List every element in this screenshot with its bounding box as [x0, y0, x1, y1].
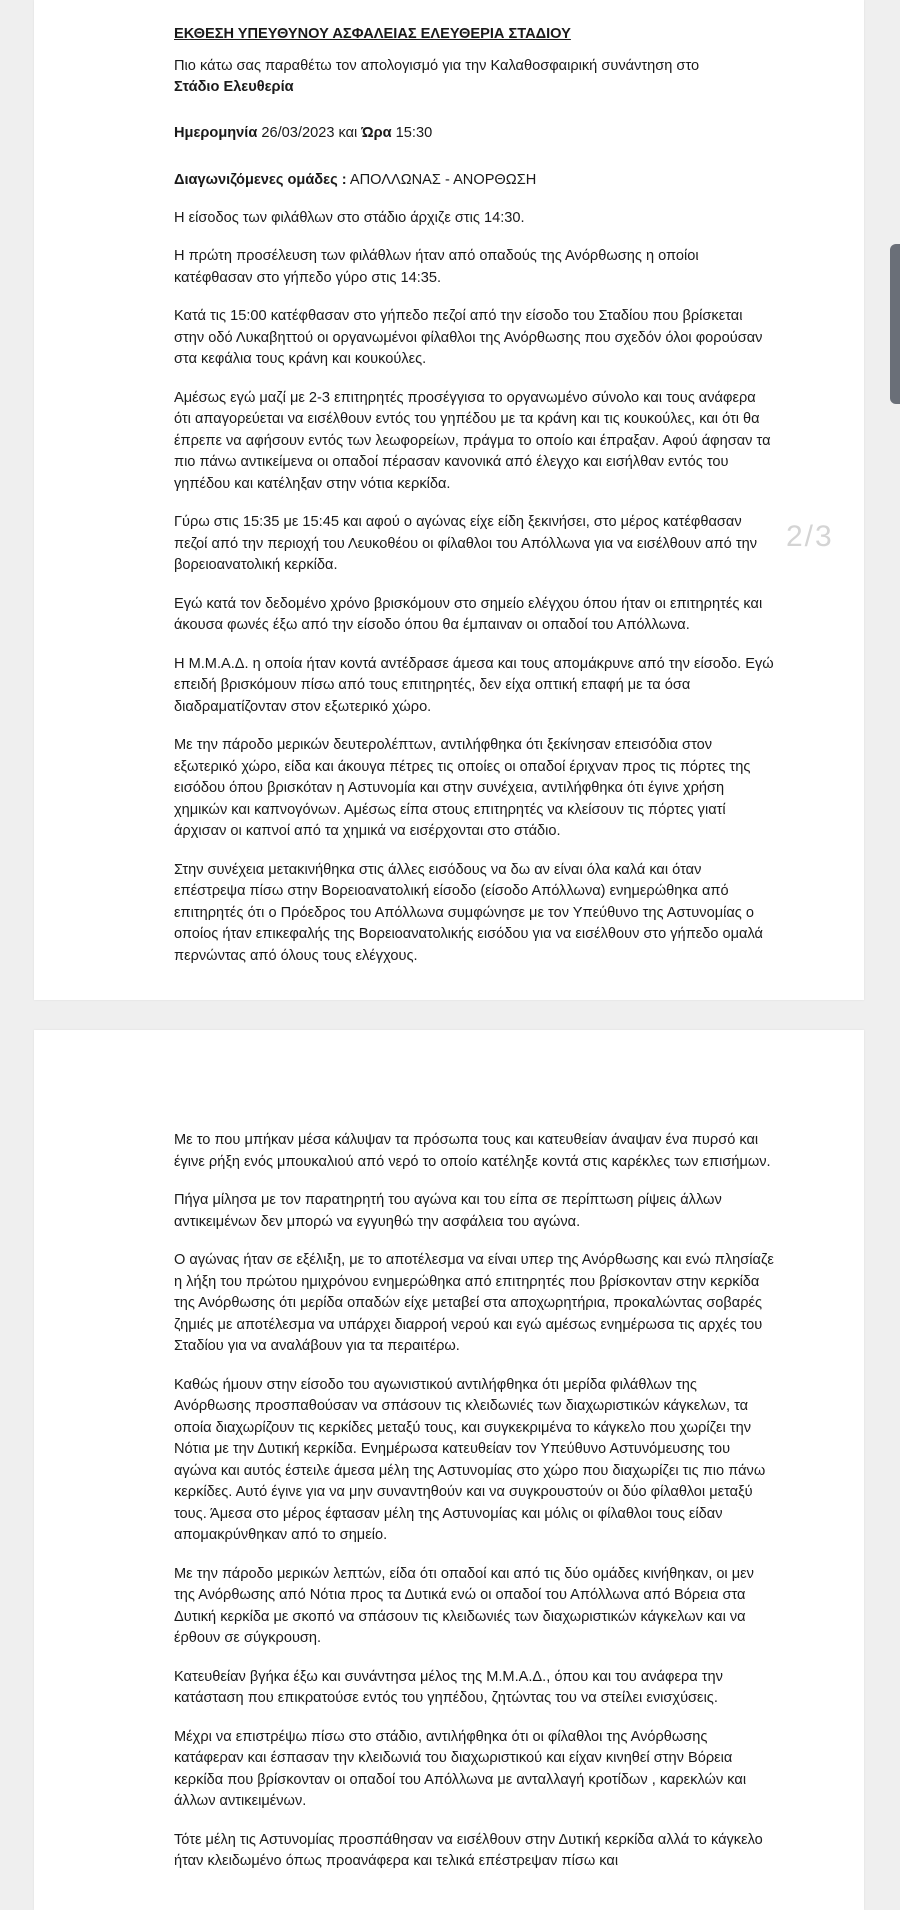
paragraph: Μέχρι να επιστρέψω πίσω στο στάδιο, αντιλήφθηκα ότι οι φίλαθλοι της Ανόρθωσης κατάφεραν και έσπασαν την κλειδωνιά του διαχωριστικού και είχαν κινηθεί στην Βόρεια κερκίδα που βρίσκονταν οι οπαδοί του Απόλλωνα με ανταλλαγή κροτίδων , καρεκλών και άλλων αντικειμένων. [174, 1728, 747, 1809]
paragraph: Στην συνέχεια μετακινήθηκα στις άλλες εισόδους να δω αν είναι όλα καλά και όταν επέστρεψα πίσω στην Βορειοανατολική είσοδο (είσοδο Απόλλωνα) ενημερώθηκα από επιτηρητές ότι ο Πρόεδρος του Απόλλωνα συμφώνησε με τον Υπεύθυνο της Αστυνομίας ο οποίος ήταν επικεφαλής της Βορειοανατολικής εισόδου για να εισέλθουν στο γήπεδο ομαλά περνώντας από όλους τους ελέγχους. [174, 861, 763, 964]
side-panel-handle[interactable] [890, 244, 900, 404]
intro-paragraph [174, 56, 774, 99]
document-page-2 [34, 1030, 864, 1910]
intro-text: Πιο κάτω σας παραθέτω τον απολογισμό για την Καλαθοσφαιρική συνάντηση στο [174, 57, 700, 74]
paragraph: Με το που μπήκαν μέσα κάλυψαν τα πρόσωπα τους και κατευθείαν άναψαν ένα πυρσό και έγινε ρήξη ενός μπουκαλιού από νερό το οποίο κατέληξε κοντά στις καρέκλες των επισήμων. [174, 1132, 771, 1170]
paragraph: Κατά τις 15:00 κατέφθασαν στο γήπεδο πεζοί από την είσοδο του Σταδίου που βρίσκεται στην οδό Λυκαβηττού οι οργανωμένοι φίλαθλοι της Ανόρθωσης που σχεδόν όλοι φορούσαν στα κεφάλια τους κράνη και κουκούλες. [174, 308, 763, 367]
date-label: Ημερομηνία [174, 124, 258, 141]
date-value: 26/03/2023 [261, 124, 335, 141]
paragraph: Ο αγώνας ήταν σε εξέλιξη, με το αποτέλεσμα να είναι υπερ της Ανόρθωσης και ενώ πλησίαζε η λήξη του πρώτου ημιχρόνου ενημερώθηκα από επιτηρητές που βρίσκονταν στην κερκίδα της Ανόρθωσης ότι μερίδα οπαδών είχε μεταβεί στα αποχωρητήρια, προκαλώντας σοβαρές ζημιές με αποτέλεσμα να υπάρχει διαρροή νερού και εγώ αμέσως ενημέρωσα τις αρχές του Σταδίου για να αναλάβουν για τα περαιτέρω. [174, 1252, 774, 1354]
paragraph: Γύρω στις 15:35 με 15:45 και αφού ο αγώνας είχε είδη ξεκινήσει, στο μέρος κατέφθασαν πεζοί από την περιοχή του Λευκοθέου οι φίλαθλοι του Απόλλωνα για να εισέλθουν από την βορειοανατολική κερκίδα. [174, 514, 758, 573]
paragraph: Η είσοδος των φιλάθλων στο στάδιο άρχιζε στις 14:30. [174, 209, 525, 226]
paragraph: Αμέσως εγώ μαζί με 2-3 επιτηρητές προσέγγισα το οργανωμένο σύνολο και τους ανάφερα ότι απαγορεύεται να εισέλθουν εντός του γηπέδου με τα κράνη και τις κουκούλες, και ότι θα έπρεπε να αφήσουν εντός των λεωφορείων, πράγμα το οποίο και έπραξαν. Αφού άφησαν τα πιο πάνω αντικείμενα οι οπαδοί πέρασαν κανονικά από έλεγχο και εισήλθαν εντός του γηπέδου και κατέληξαν στην νότια κερκίδα. [174, 389, 771, 492]
page-number-watermark: 2/3 [786, 520, 834, 553]
paragraph: Η πρώτη προσέλευση των φιλάθλων ήταν από οπαδούς της Ανόρθωσης η οποίοι κατέφθασαν στο γήπεδο γύρο στις 14:35. [174, 248, 699, 286]
paragraph: Με την πάροδο μερικών λεπτών, είδα ότι οπαδοί και από τις δύο ομάδες κινήθηκαν, οι μεν της Ανόρθωσης από Νότια προς τα Δυτικά ενώ οι οπαδοί του Απόλλωνα από Βόρεια στα Δυτική κερκίδα με σκοπό να σπάσουν τις κλειδωνιές των διαχωριστικών κάγκελων και να έρθουν σε σύγκρουση. [174, 1565, 754, 1646]
paragraph: Εγώ κατά τον δεδομένο χρόνο βρισκόμουν στο σημείο ελέγχου όπου ήταν οι επιτηρητές και άκουσα φωνές έξω από την είσοδο όπου θα έμπαιναν οι οπαδοί του Απόλλωνα. [174, 595, 763, 633]
date-time-line [174, 123, 774, 145]
stadium-name: Στάδιο Ελευθερία [174, 79, 294, 95]
paragraph: Με την πάροδο μερικών δευτερολέπτων, αντιλήφθηκα ότι ξεκίνησαν επεισόδια στον εξωτερικό χώρο, είδα και άκουγα πέτρες τις οποίες οι οπαδοί έριχναν προς τις πόρτες της εισόδου όπου βρισκόταν η Αστυνομία και στην συνέχεια, αντιλήφθηκα ότι έγινε χρήση χημικών και καπνογόνων. Αμέσως είπα στους επιτηρητές να κλείσουν τις πόρτες γιατί άρχισαν οι καπνοί από τα χημικά να εισέρχονται στο στάδιο. [174, 737, 751, 839]
teams-line [174, 170, 774, 192]
time-value: 15:30 [395, 124, 433, 141]
page-2-content [174, 1130, 774, 1890]
document-page-1 [34, 0, 864, 1000]
page-1-content [174, 24, 774, 984]
paragraph: Καθώς ήμουν στην είσοδο του αγωνιστικού αντιλήφθηκα ότι μερίδα φιλάθλων της Ανόρθωσης προσπαθούσαν να σπάσουν τις κλειδωνιές των διαχωριστικών κάγκελων, τα οποία διαχωρίζουν τις κερκίδες μεταξύ τους, και συγκεκριμένα το κάγκελο που χωρίζει την Νότια με την Δυτική κερκίδα. Ενημέρωσα κατευθείαν τον Υπεύθυνο Αστυνόμευσης του αγώνα και αυτός έστειλε άμεσα μέλη της Αστυνομίας στο χώρο που διαχωρίζει τις πιο πάνω κερκίδες. Αυτό έγινε για να μην συναντηθούν και να συγκρουστούν οι δύο φίλαθλοι μεταξύ τους. Άμεσα στο μέρος έφτασαν μέλη της Αστυνομίας και μόλις οι φίλαθλοι τους είδαν απομακρύνθηκαν από το σημείο. [174, 1376, 766, 1543]
time-label: Ώρα [361, 124, 392, 141]
paragraph: Η Μ.Μ.Α.Δ. η οποία ήταν κοντά αντέδρασε άμεσα και τους απομάκρυνε από την είσοδο. Εγώ επειδή βρισκόμουν πίσω από τους επιτηρητές, δεν είχα οπτική επαφή με τα όσα διαδραματίζονταν στον εξωτερικό χώρο. [174, 655, 774, 715]
teams-label: Διαγωνιζόμενες ομάδες : [174, 172, 347, 188]
paragraph: Τότε μέλη τις Αστυνομίας προσπάθησαν να εισέλθουν στην Δυτική κερκίδα αλλά το κάγκελο ήταν κλειδωμένο όπως προανάφερα και τελικά επέστρεψαν πίσω και [174, 1831, 763, 1869]
report-title: ΕΚΘΕΣΗ ΥΠΕΥΘΥΝΟΥ ΑΣΦΑΛΕΙΑΣ ΕΛΕΥΘΕΡΙΑ ΣΤΑΔΙΟΥ [174, 26, 571, 42]
and-label: και [338, 124, 358, 141]
paragraph: Κατευθείαν βγήκα έξω και συνάντησα μέλος της Μ.Μ.Α.Δ., όπου και του ανάφερα την κατάσταση που επικρατούσε εντός του γηπέδου, ζητώντας του να στείλει ενισχύσεις. [174, 1668, 723, 1706]
paragraph: Πήγα μίλησα με τον παρατηρητή του αγώνα και του είπα σε περίπτωση ρίψεις άλλων αντικειμένων δεν μπορώ να εγγυηθώ την ασφάλεια του αγώνα. [174, 1192, 722, 1230]
teams-value: ΑΠΟΛΛΩΝΑΣ - ΑΝΟΡΘΩΣΗ [349, 172, 537, 188]
